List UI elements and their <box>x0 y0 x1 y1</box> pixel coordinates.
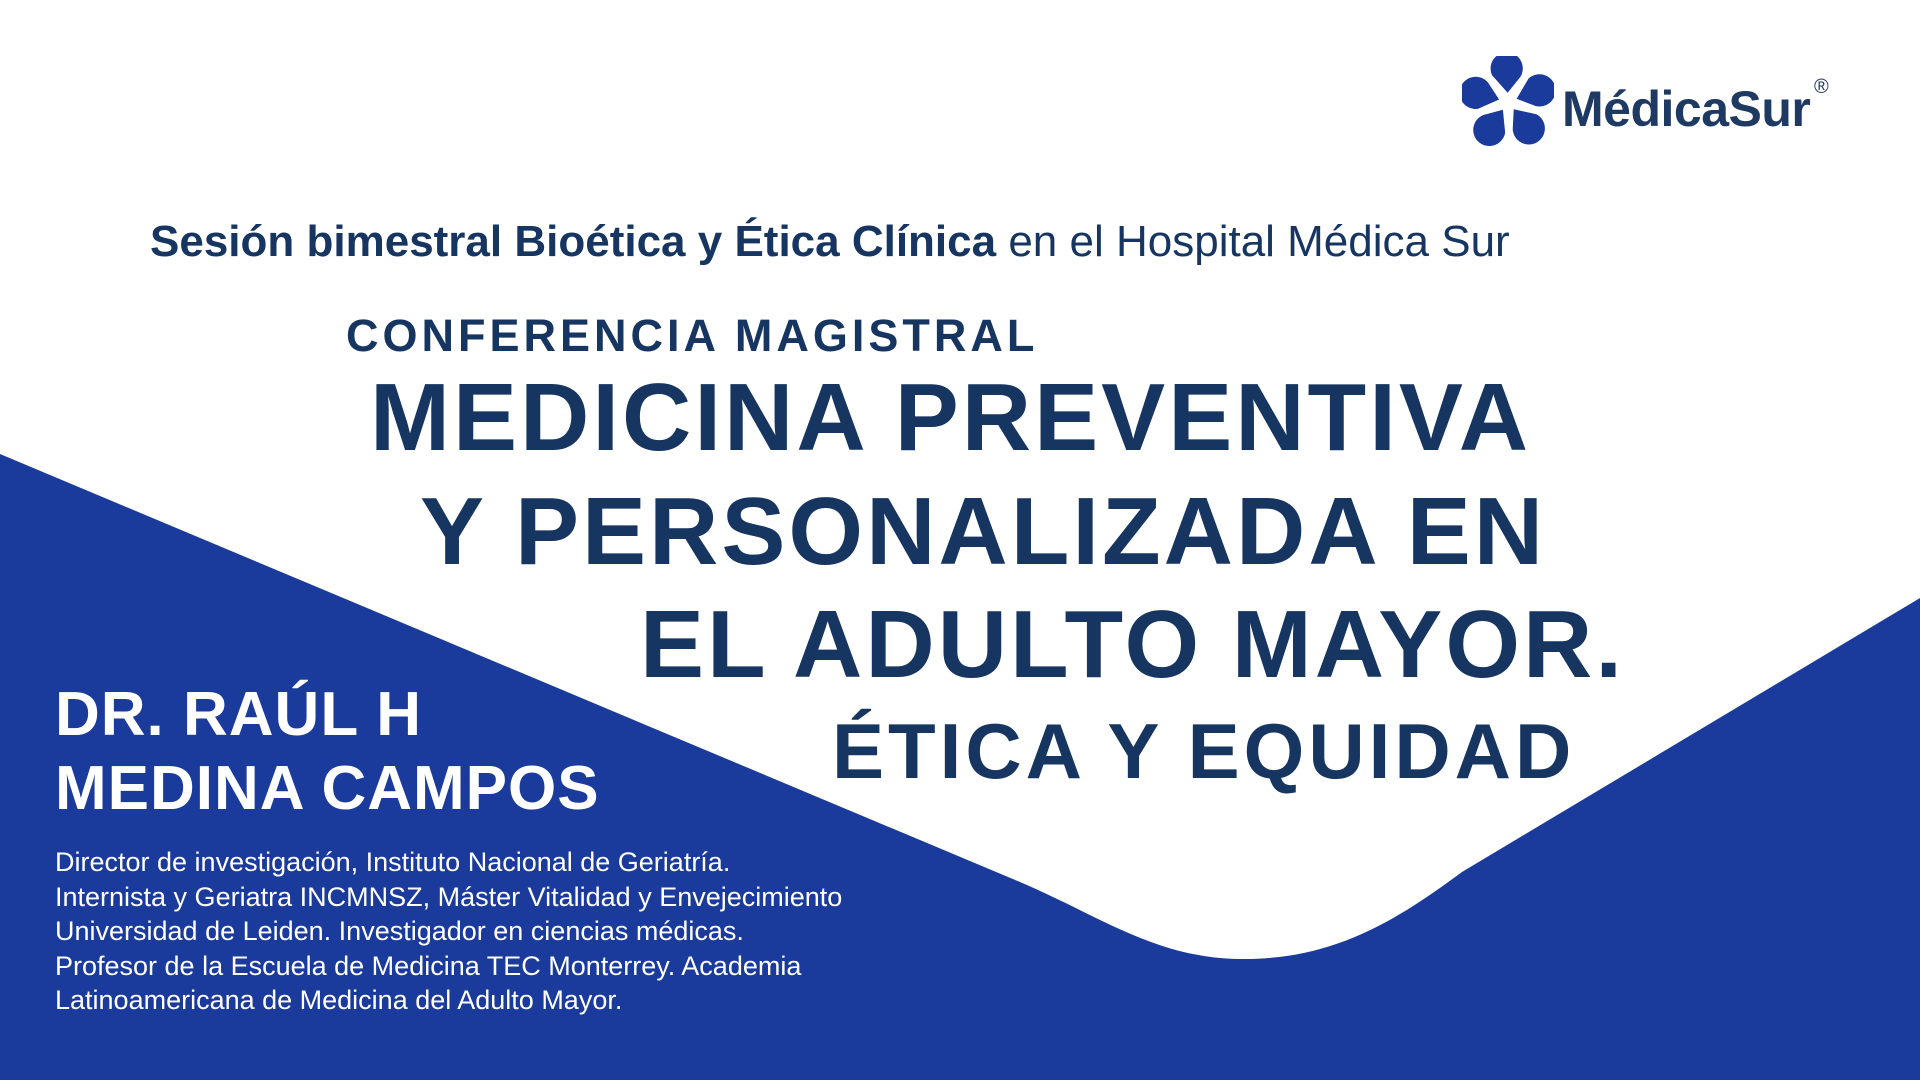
speaker-bio <box>55 845 842 1018</box>
speaker-bio-line: Internista y Geriatra INCMNSZ, Máster Vitalidad y Envejecimiento <box>55 881 843 912</box>
speaker-name <box>55 678 600 826</box>
conference-title-line-3: EL ADULTO MAYOR. <box>640 591 1625 698</box>
session-header-regular: en el Hospital Médica Sur <box>996 217 1510 266</box>
registered-mark-icon: ® <box>1814 76 1829 98</box>
session-header <box>150 217 1510 267</box>
logo-wordmark: MédicaSur <box>1562 81 1811 137</box>
speaker-bio-line: Director de investigación, Instituto Nacional de Geriatría. <box>55 847 731 877</box>
conference-title-line-1: MEDICINA PREVENTIVA <box>370 364 1532 471</box>
speaker-name-line-2: MEDINA CAMPOS <box>55 754 600 823</box>
medica-sur-logo <box>1462 54 1882 154</box>
session-header-bold: Sesión bimestral Bioética y Ética Clínica <box>150 217 997 266</box>
logo-flower-icon <box>1462 56 1554 148</box>
speaker-bio-line: Profesor de la Escuela de Medicina TEC Monterrey. Academia <box>55 950 802 981</box>
speaker-name-line-1: DR. RAÚL H <box>55 680 423 749</box>
speaker-bio-line: Latinoamericana de Medicina del Adulto Mayor. <box>55 985 623 1015</box>
speaker-bio-line: Universidad de Leiden. Investigador en ciencias médicas. <box>55 916 744 946</box>
conference-subtitle: ÉTICA Y EQUIDAD <box>832 707 1576 795</box>
conference-kicker: CONFERENCIA MAGISTRAL <box>346 310 1039 361</box>
conference-title-line-2: Y PERSONALIZADA EN <box>420 478 1547 585</box>
